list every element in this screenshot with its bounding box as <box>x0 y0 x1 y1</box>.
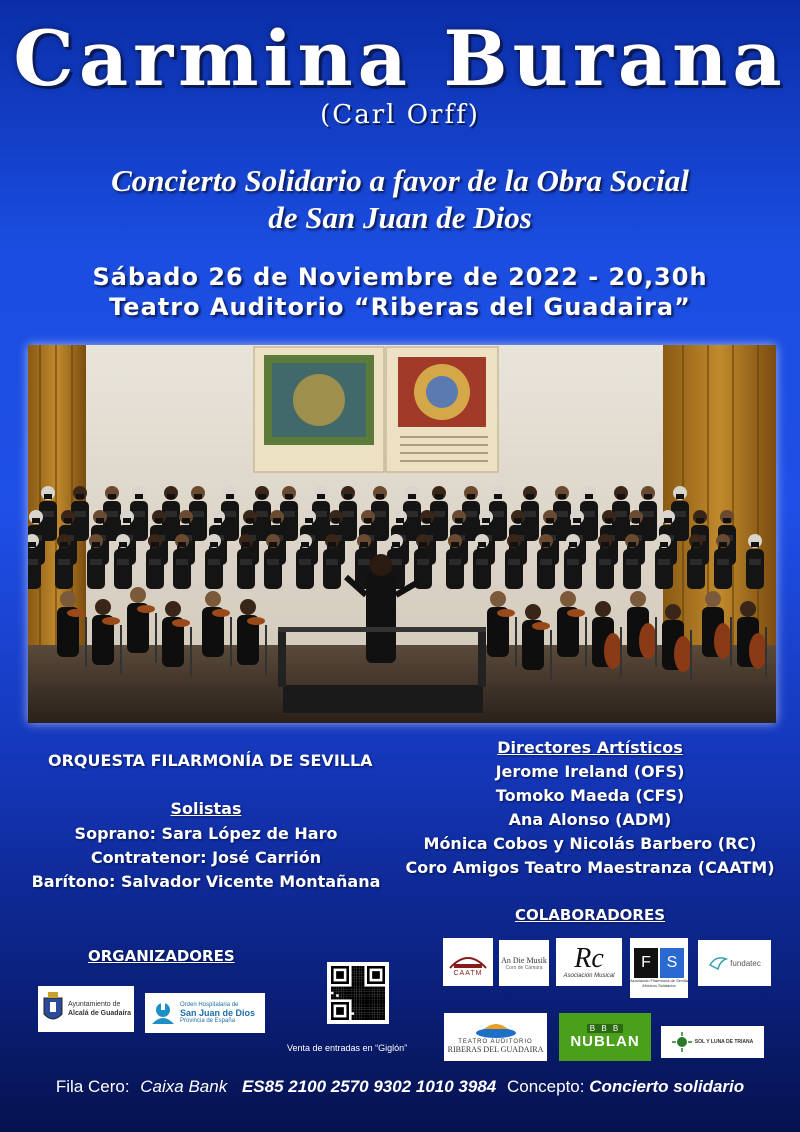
director-item: Ana Alonso (ADM) <box>508 810 672 829</box>
teatro-line1: TEATRO AUDITORIO <box>458 1038 533 1045</box>
sun-icon <box>672 1032 692 1052</box>
tickets-label: Venta de entradas en “Giglón” <box>287 1043 408 1053</box>
soloists-list <box>0 822 412 894</box>
sjd-line1: Orden Hospitalaria de <box>180 1002 239 1008</box>
director-item: Jerome Ireland (OFS) <box>495 762 685 781</box>
iban: ES85 2100 2570 9302 1010 3984 <box>241 1077 497 1096</box>
director-item: Mónica Cobos y Nicolás Barbero (RC) <box>423 834 757 853</box>
coat-of-arms-icon <box>42 992 64 1026</box>
bank-name: Caixa Bank <box>140 1077 228 1096</box>
sjd-line2: San Juan de Dios <box>180 1008 256 1018</box>
choir-singer <box>146 534 164 589</box>
date-time: Sábado 26 de Noviembre de 2022 - 20,30h <box>92 263 708 291</box>
san-juan-de-dios-logo <box>145 993 265 1033</box>
andiemusik-text: An Die Musik <box>501 955 547 965</box>
choir-singer <box>655 534 673 589</box>
composer-name: (Carl Orff) <box>320 100 480 130</box>
fila-cero-label: Fila Cero: <box>55 1077 130 1096</box>
fundatec-text: fundatec <box>730 958 761 968</box>
choir-orchestra-illustration <box>28 345 776 723</box>
bird-icon <box>708 953 728 973</box>
qr-code-icon <box>331 966 385 1020</box>
choir-singer <box>473 534 491 589</box>
director-item: Coro Amigos Teatro Maestranza (CAATM) <box>405 858 775 877</box>
rc-text: Rc <box>574 943 604 974</box>
director-item: Tomoko Maeda (CFS) <box>495 786 685 805</box>
choir-singer <box>173 534 191 589</box>
bank-info <box>0 1077 800 1097</box>
choir-singer <box>687 534 705 589</box>
filarmonia-sevilla-logo <box>630 938 688 998</box>
teatro-line2: RIBERAS DEL GUADAIRA <box>447 1044 544 1054</box>
fs-s-block: S <box>660 948 684 978</box>
choir-singer <box>623 534 641 589</box>
alcala-logo <box>38 986 134 1032</box>
concepto-label: Concepto: <box>506 1077 585 1096</box>
concert-line-1: Concierto Solidario a favor de la Obra Social <box>111 163 689 198</box>
choir-singer <box>446 534 464 589</box>
concert-line-2: de San Juan de Dios <box>268 200 532 235</box>
directors-block <box>395 736 785 880</box>
choir-singer <box>114 534 132 589</box>
sol-luna-triana-logo <box>661 1026 764 1058</box>
choir-singer <box>323 534 341 589</box>
soloist-item: Barítono: Salvador Vicente Montañana <box>31 872 381 891</box>
tickets-qr-code[interactable] <box>327 962 389 1024</box>
date-venue <box>0 262 800 322</box>
choir-singer <box>537 534 555 589</box>
soltriana-text: SOL Y LUNA DE TRIANA <box>694 1039 754 1045</box>
event-title: Carmina Burana <box>13 14 787 103</box>
choir-singer <box>564 534 582 589</box>
soloist-item: Soprano: Sara López de Haro <box>74 824 338 843</box>
concert-description <box>0 162 800 236</box>
soloists-heading: Solistas <box>170 799 242 818</box>
concert-photo <box>28 345 776 723</box>
choir-singer <box>714 534 732 589</box>
venue: Teatro Auditorio “Riberas del Guadaira” <box>109 293 691 321</box>
choir-singer <box>55 534 73 589</box>
teatro-auditorio-logo <box>444 1013 547 1061</box>
choir-singer <box>505 534 523 589</box>
fs-f-block: F <box>634 948 658 978</box>
choir-singer <box>746 534 764 589</box>
choir-singer <box>296 534 314 589</box>
choir-singer <box>237 534 255 589</box>
hospital-order-icon <box>148 998 178 1028</box>
choir-singer <box>596 534 614 589</box>
an-die-musik-logo <box>499 940 549 986</box>
nublan-logo <box>559 1013 651 1061</box>
alcala-line1: Ayuntamiento de <box>68 1001 121 1008</box>
soloist-item: Contratenor: José Carrión <box>90 848 322 867</box>
fundatec-logo <box>698 940 771 986</box>
andiemusik-sub: Coro de Cámara <box>505 964 543 971</box>
sjd-line3: Provincia de España <box>180 1018 236 1024</box>
caatm-text: CAATM <box>453 969 483 977</box>
rc-sub: Asociación Musical <box>563 973 615 979</box>
organizers-heading: ORGANIZADORES <box>88 947 235 965</box>
fs-sub: Asociación Filarmonía de Sevilla <box>630 978 688 983</box>
collaborators-heading: COLABORADORES <box>514 906 666 924</box>
auditorium-icon <box>474 1021 518 1039</box>
alcala-line2: Alcalá de Guadaíra <box>68 1010 132 1017</box>
rc-logo <box>556 938 622 986</box>
choir-singer <box>205 534 223 589</box>
fs-sub2: Músicos Solidarios <box>642 983 676 988</box>
nublan-text: NUBLAN <box>570 1033 640 1050</box>
choir-singer <box>87 534 105 589</box>
orchestra-name: ORQUESTA FILARMONÍA DE SEVILLA <box>48 751 373 770</box>
caatm-logo <box>443 938 493 986</box>
nublan-top: B B B <box>587 1024 623 1033</box>
choir-singer <box>264 534 282 589</box>
directors-heading: Directores Artísticos <box>497 738 683 757</box>
concepto-value: Concierto solidario <box>589 1077 745 1096</box>
theatre-building-icon <box>448 948 488 970</box>
